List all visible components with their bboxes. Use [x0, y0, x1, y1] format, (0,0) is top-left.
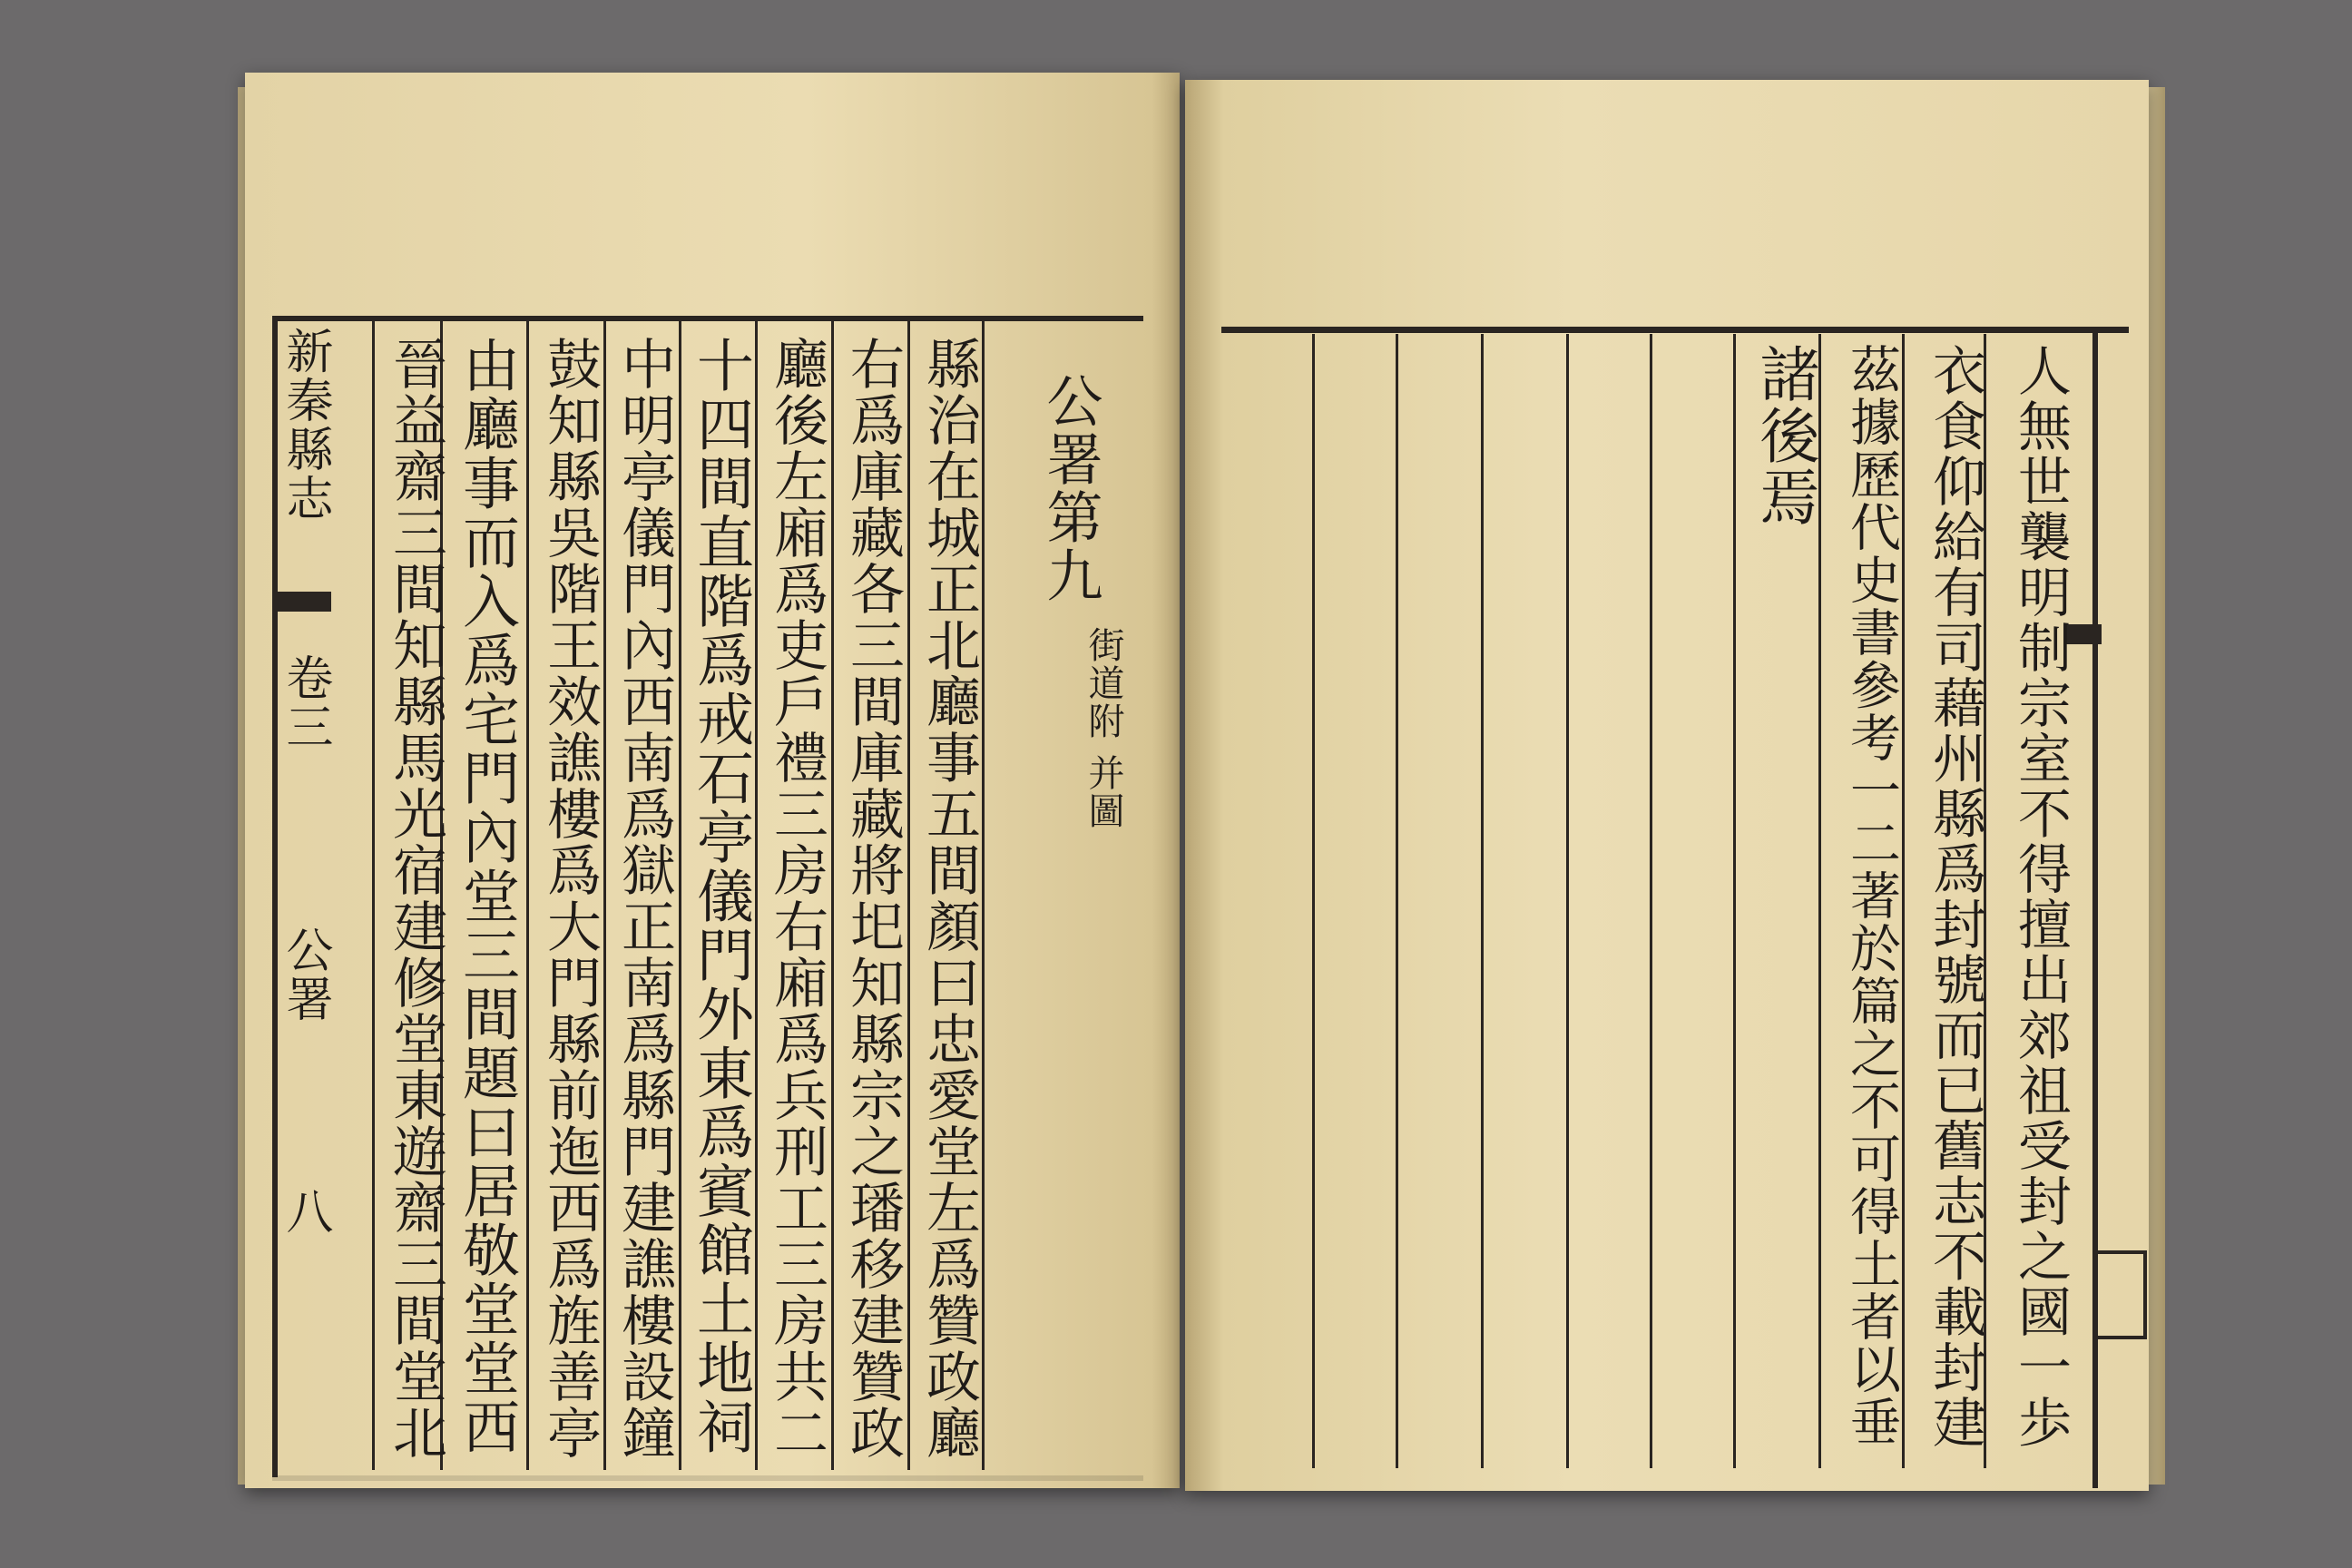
text-column: 諸後焉	[1749, 343, 1819, 528]
column-rule	[1396, 334, 1398, 1468]
margin-volume: 卷三	[278, 653, 332, 751]
bottom-border	[272, 1475, 1143, 1481]
text-column: 廳後左廂爲吏戶禮三房右廂爲兵刑工三房共二	[765, 336, 828, 1461]
text-column: 中明亭儀門內西南爲獄正南爲縣門建譙樓設鐘	[612, 336, 676, 1461]
right-page	[1185, 80, 2149, 1491]
text-column: 茲據歷代史書參考一二著於篇之不可得土者以垂	[1842, 343, 1901, 1448]
text-column: 由廳事而入爲宅門內堂三間題曰居敬堂堂西	[454, 336, 520, 1456]
column-rule	[526, 318, 529, 1470]
left-page	[245, 73, 1180, 1488]
section-heading-note: 街道附 并圖	[1083, 626, 1124, 830]
margin-page-number: 八	[278, 1187, 332, 1236]
page-edge-tab	[2092, 1250, 2147, 1339]
column-rule	[1733, 334, 1736, 1468]
column-rule	[1566, 334, 1569, 1468]
column-rule	[1312, 334, 1315, 1468]
top-border	[272, 316, 1143, 321]
column-rule	[1481, 334, 1484, 1468]
text-column: 十四間直階爲戒石亭儀門外東爲賓館土地祠	[688, 336, 754, 1456]
column-rule	[1650, 334, 1652, 1468]
margin-book-title: 新秦縣志	[278, 327, 332, 523]
top-border	[1221, 327, 2129, 333]
margin-section: 公署	[278, 926, 332, 1024]
section-heading: 公署第九	[1037, 372, 1103, 604]
text-column: 縣治在城正北廳事五間顏曰忠愛堂左爲贊政廳	[917, 336, 981, 1461]
text-column: 鼓知縣吳階王效譙樓爲大門縣前迤西爲旌善亭	[538, 336, 602, 1461]
text-column: 晉益齋三間知縣馬光宿建修堂東遊齋三間堂北	[384, 336, 447, 1461]
column-rule	[372, 318, 375, 1470]
text-column: 衣食仰給有司藉州縣爲封號而已舊志不載封建	[1924, 343, 1986, 1450]
fishtail-mark	[277, 592, 331, 612]
text-column: 人無世襲明制宗室不得擅出郊祖受封之國一歩	[2009, 343, 2072, 1450]
text-column: 右爲庫藏各三間庫藏將圯知縣宗之璠移建贊政	[841, 336, 905, 1461]
